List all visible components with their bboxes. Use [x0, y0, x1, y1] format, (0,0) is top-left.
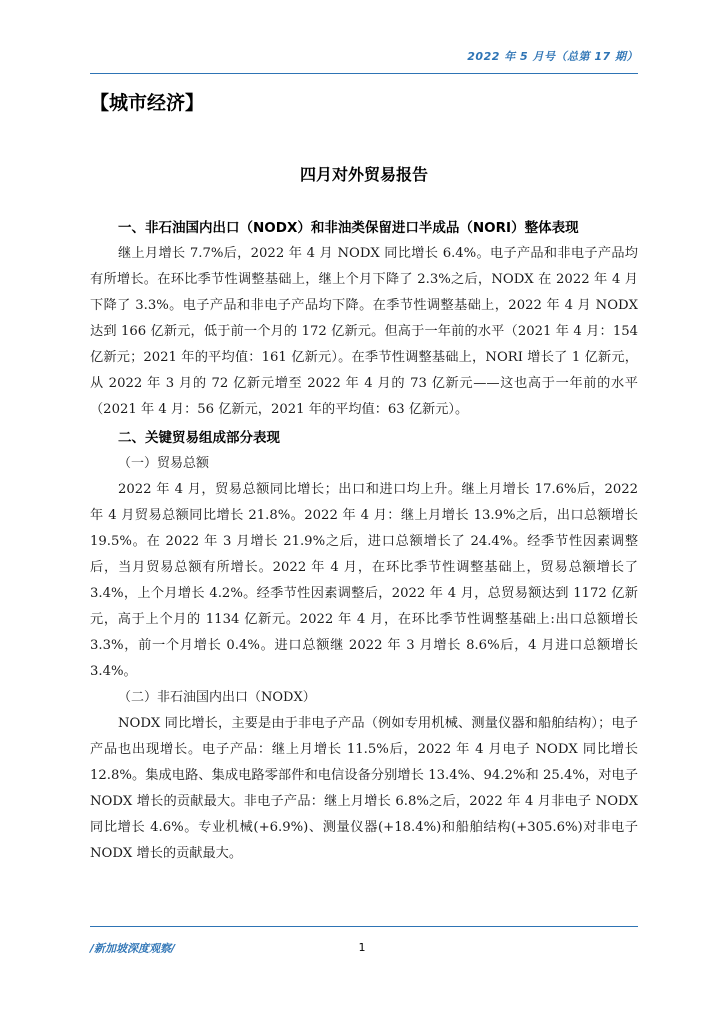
page-number: 1: [358, 941, 366, 954]
section-1-paragraph: 继上月增长 7.7%后，2022 年 4 月 NODX 同比增长 6.4%。电子产品和非电子产品均有所增长。在环比季节性调整基础上，继上个月下降了 2.3%之后，NODX 在 2022 年 4 月下降了 3.3%。电子产品和非电子产品均下降。在季节性调整基础上，2022 年 4 月 NODX 达到 166 亿新元，低于前一个月的 172 亿新元。但高于一年前的水平（2021 年 4 月：154 亿新元；2021 年的平均值：161 亿新元）。在季节性调整基础上，NORI 增长了 1 亿新元，从 2022 年 3 月的 72 亿新元增至 2022 年 4 月的 73 亿新元——这也高于一年前的水平（2021 年 4 月：56 亿新元，2021 年的平均值：63 亿新元）。: [90, 246, 638, 417]
subsection-nodx-heading: （二）非石油国内出口（NODX）: [118, 690, 316, 705]
subsection-trade-total-paragraph: 2022 年 4 月，贸易总额同比增长；出口和进口均上升。继上月增长 17.6%后，2022 年 4 月贸易总额同比增长 21.8%。2022 年 4 月：继上月增长 13.9%之后，出口总额增长 19.5%。在 2022 年 3 月增长 21.9%之后，进口总额增长了 24.4%。经季节性因素调整后，当月贸易总额有所增长。2022 年 4 月，在环比季节性调整基础上，贸易总额增长了 3.4%，上个月增长 4.2%。经季节性因素调整后，2022 年 4 月，总贸易额达到 1172 亿新元，高于上个月的 1134 亿新元。2022 年 4 月，在环比季节性调整基础上:出口总额增长 3.3%，前一个月增长 0.4%。进口总额继 2022 年 3 月增长 8.6%后，4 月进口总额增长 3.4%。: [90, 482, 638, 679]
header-divider: [90, 73, 638, 74]
issue-header: 2022 年 5 月号（总第 17 期）: [467, 50, 638, 63]
footer-divider: [90, 926, 638, 927]
subsection-trade-total-heading: （一）贸易总额: [118, 456, 210, 471]
publication-name: /新加坡深度观察/: [90, 942, 176, 955]
section-1-heading: 一、非石油国内出口（NODX）和非油类保留进口半成品（NORI）整体表现: [118, 220, 579, 236]
report-title: 四月对外贸易报告: [299, 165, 428, 184]
report-body: [90, 215, 638, 867]
subsection-nodx-paragraph: NODX 同比增长，主要是由于非电子产品（例如专用机械、测量仪器和船舶结构）；电子产品也出现增长。电子产品：继上月增长 11.5%后，2022 年 4 月电子 NODX 同比增长 12.8%。集成电路、集成电路零部件和电信设备分别增长 13.4%、94.2%和 25.4%，对电子 NODX 增长的贡献最大。非电子产品：继上月增长 6.8%之后，2022 年 4 月非电子 NODX 同比增长 4.6%。专业机械(+6.9%)、测量仪器(+18.4%)和船舶结构(+305.6%)对非电子 NODX 增长的贡献最大。: [90, 716, 638, 861]
section-2-heading: 二、关键贸易组成部分表现: [118, 430, 280, 446]
section-tag: 【城市经济】: [90, 92, 205, 114]
